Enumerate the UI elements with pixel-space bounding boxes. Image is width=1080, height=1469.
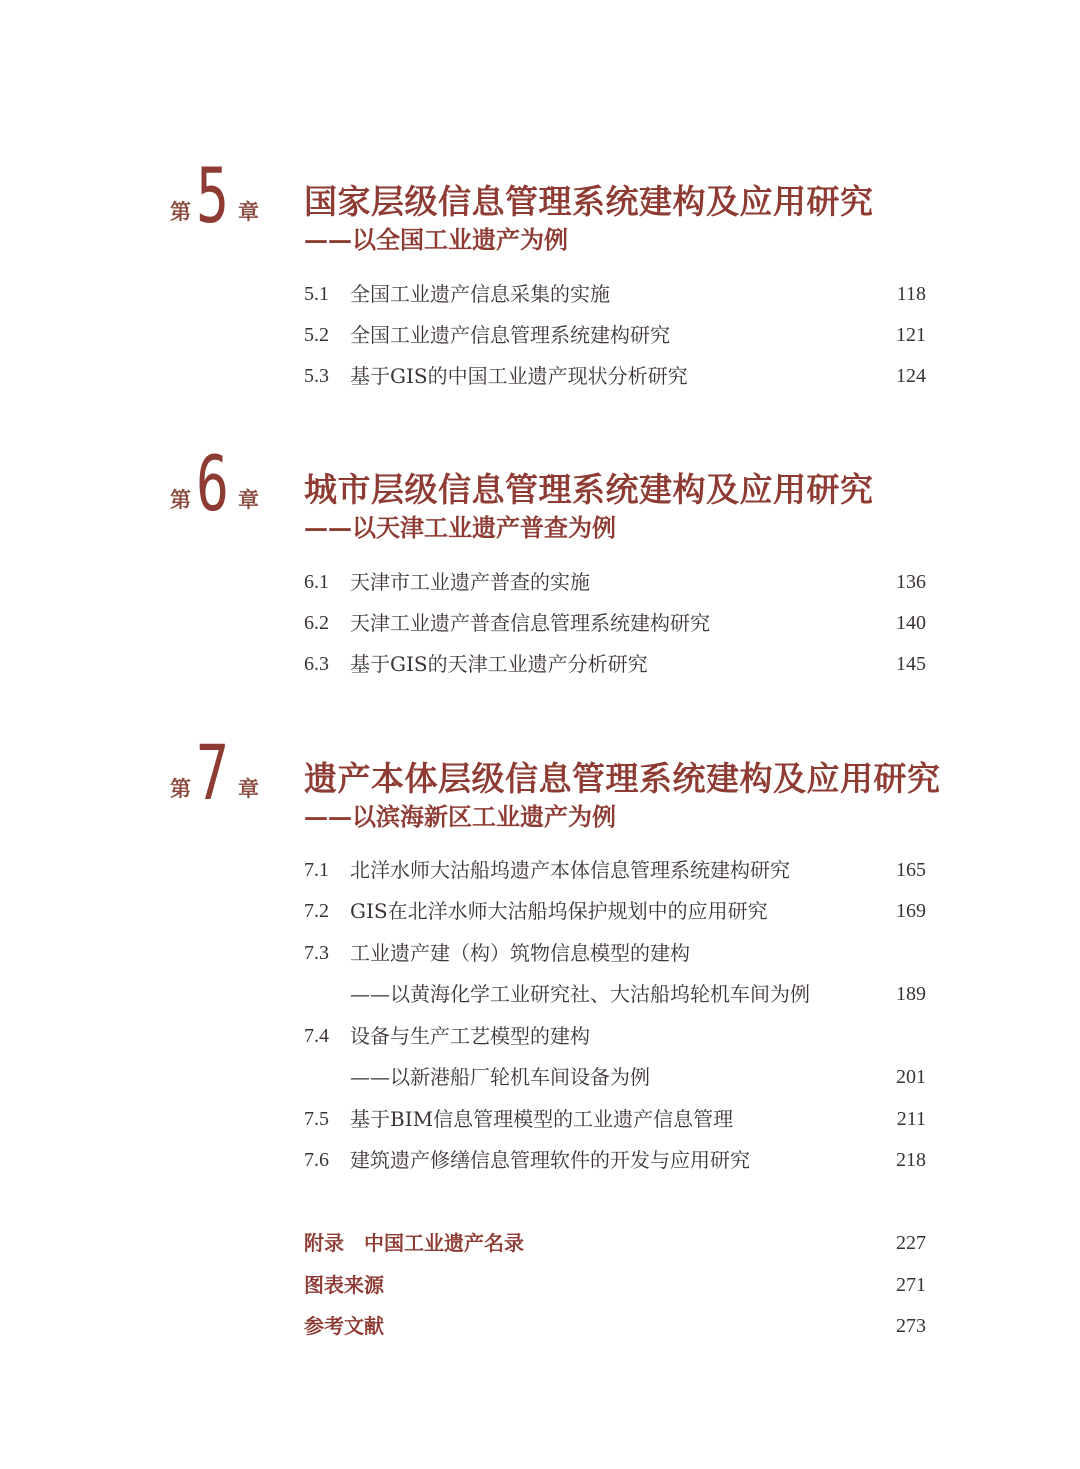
appendix-page: 227 [896, 1232, 926, 1254]
chapter-number: 5 [196, 151, 229, 240]
toc-entry-title: 基于BIM信息管理模型的工业遗产信息管理 [350, 1107, 734, 1131]
toc-entry-page: 218 [896, 1149, 926, 1171]
chapter-number: 6 [196, 439, 229, 528]
chapter-label [168, 728, 268, 817]
toc-entry-number: 5.3 [304, 365, 329, 387]
toc-entry-title: 天津工业遗产普查信息管理系统建构研究 [350, 611, 710, 635]
chapter-title[interactable]: 遗产本体层级信息管理系统建构及应用研究 [304, 759, 941, 798]
toc-entry-title: 设备与生产工艺模型的建构 [350, 1024, 590, 1048]
toc-entry[interactable] [0, 567, 1080, 597]
toc-entry-title: 全国工业遗产信息管理系统建构研究 [350, 323, 670, 347]
toc-entry-number: 5.1 [304, 283, 329, 305]
toc-entry-number: 5.2 [304, 324, 329, 346]
appendix-title: 附录 中国工业遗产名录 [304, 1231, 524, 1255]
appendix-entry[interactable] [0, 1228, 1080, 1258]
toc-entry-title: 工业遗产建（构）筑物信息模型的建构 [350, 941, 690, 965]
toc-entry[interactable] [0, 938, 1080, 968]
chapter-subtitle: ——以全国工业遗产为例 [304, 225, 568, 254]
chapter-subtitle: ——以天津工业遗产普查为例 [304, 513, 616, 542]
toc-entry-number: 7.4 [304, 1025, 329, 1047]
toc-entry-page: 136 [896, 571, 926, 593]
toc-entry[interactable] [0, 608, 1080, 638]
toc-entry[interactable] [0, 649, 1080, 679]
chapter-suffix: 章 [238, 199, 259, 224]
chapter-subtitle: ——以滨海新区工业遗产为例 [304, 802, 616, 831]
toc-entry[interactable] [0, 361, 1080, 391]
figure-sources-entry[interactable] [0, 1270, 1080, 1300]
toc-entry-title: 建筑遗产修缮信息管理软件的开发与应用研究 [350, 1148, 750, 1172]
toc-entry-page: 201 [896, 1066, 926, 1088]
toc-entry-number: 7.3 [304, 942, 329, 964]
toc-entry-page: 169 [896, 900, 926, 922]
appendix-page: 273 [896, 1315, 926, 1337]
chapter-title[interactable]: 城市层级信息管理系统建构及应用研究 [304, 470, 874, 509]
toc-entry-page: 211 [896, 1108, 926, 1130]
chapter-number: 7 [196, 728, 229, 817]
toc-entry-page: 140 [896, 612, 926, 634]
toc-entry-number: 6.1 [304, 571, 329, 593]
toc-entry-page: 145 [896, 653, 926, 675]
chapter-prefix: 第 [170, 487, 191, 512]
toc-entry-number: 7.6 [304, 1149, 329, 1171]
chapter-label [168, 151, 268, 240]
chapter-suffix: 章 [238, 776, 259, 801]
toc-entry-page: 118 [896, 283, 926, 305]
toc-entry-page: 189 [896, 983, 926, 1005]
toc-entry[interactable] [0, 1021, 1080, 1051]
toc-entry-title: 基于GIS的天津工业遗产分析研究 [350, 652, 648, 676]
toc-entry-title: 基于GIS的中国工业遗产现状分析研究 [350, 364, 688, 388]
toc-entry-title: 全国工业遗产信息采集的实施 [350, 282, 610, 306]
toc-entry-title: 北洋水师大沽船坞遗产本体信息管理系统建构研究 [350, 858, 790, 882]
chapter-suffix: 章 [238, 487, 259, 512]
toc-entry[interactable] [0, 1145, 1080, 1175]
toc-entry[interactable] [0, 855, 1080, 885]
toc-entry-title: 天津市工业遗产普查的实施 [350, 570, 590, 594]
toc-entry-page: 124 [896, 365, 926, 387]
toc-entry-page: 165 [896, 859, 926, 881]
references-entry[interactable] [0, 1311, 1080, 1341]
toc-entry[interactable] [0, 320, 1080, 350]
toc-entry[interactable] [0, 896, 1080, 926]
toc-entry-number: 7.1 [304, 859, 329, 881]
appendix-page: 271 [896, 1274, 926, 1296]
toc-entry-number: 7.2 [304, 900, 329, 922]
toc-entry-continuation[interactable] [0, 979, 1080, 1009]
toc-entry-number: 7.5 [304, 1108, 329, 1130]
chapter-label [168, 439, 268, 528]
toc-entry-number: 6.2 [304, 612, 329, 634]
toc-entry-continuation[interactable] [0, 1062, 1080, 1092]
toc-entry-title: GIS在北洋水师大沽船坞保护规划中的应用研究 [350, 899, 768, 923]
appendix-title: 图表来源 [304, 1273, 384, 1297]
toc-entry-page: 121 [896, 324, 926, 346]
toc-entry-title: ——以黄海化学工业研究社、大沽船坞轮机车间为例 [350, 982, 810, 1006]
chapter-prefix: 第 [170, 199, 191, 224]
toc-entry[interactable] [0, 279, 1080, 309]
toc-entry-number: 6.3 [304, 653, 329, 675]
toc-entry-title: ——以新港船厂轮机车间设备为例 [350, 1065, 650, 1089]
appendix-title: 参考文献 [304, 1314, 384, 1338]
chapter-title[interactable]: 国家层级信息管理系统建构及应用研究 [304, 182, 874, 221]
chapter-prefix: 第 [170, 776, 191, 801]
toc-entry[interactable] [0, 1104, 1080, 1134]
